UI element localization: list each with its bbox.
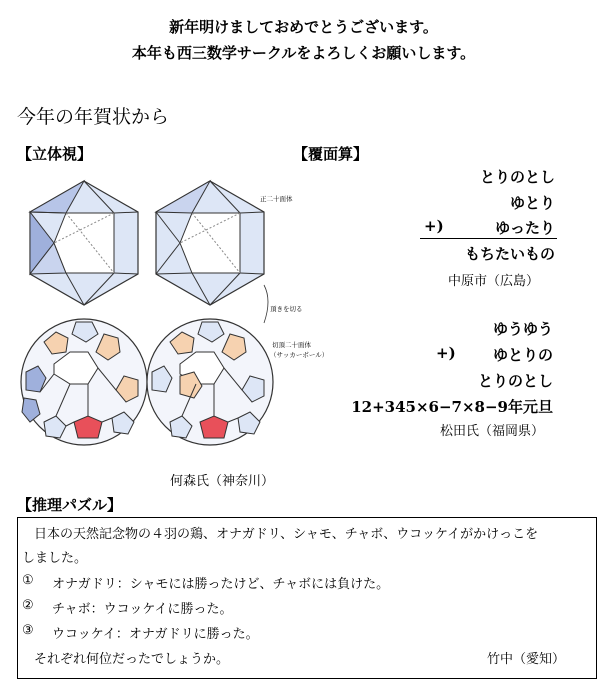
clue-2-number: ②	[22, 598, 34, 613]
cover2-credit: 松田氏（福岡県）	[440, 424, 545, 439]
puzzle-credit: 竹中（愛知）	[487, 652, 566, 667]
cover2-line2: ゆとりの	[492, 346, 553, 364]
soccer-ball-right	[147, 319, 273, 445]
cover1-line3: ゆったり	[495, 219, 555, 237]
cover2-line3: とりのとし	[477, 372, 553, 390]
greeting-line-1: 新年明けましておめでとうございます。	[169, 18, 438, 36]
puzzle-intro-1: 日本の天然記念物の４羽の鶏、オナガドリ、シャモ、チャボ、ウコッケイがかけっこを	[34, 527, 539, 542]
cover2-plus: +)	[436, 344, 456, 362]
greeting-line-2: 本年も西三数学サークルをよろしくお願いします。	[131, 44, 476, 62]
clue-3-text: ウコッケイ：オナガドリに勝った。	[52, 627, 259, 642]
label-cut: 頂きを切る	[270, 305, 303, 313]
cover-heading: 【覆面算】	[293, 145, 369, 163]
clue-3-number: ③	[22, 623, 34, 638]
cover1-line2: ゆとり	[509, 194, 555, 212]
puzzle-intro-2: しました。	[22, 551, 88, 566]
polyhedra-illustration	[14, 175, 329, 465]
cover1-line1: とりのとし	[479, 168, 555, 186]
arrow-icon	[264, 285, 268, 323]
soccer-ball-left	[21, 319, 147, 445]
label-truncated: 切頂二十面体	[272, 341, 311, 349]
clue-1-number: ①	[22, 573, 34, 588]
cover2-equation: 12+345×6−7×8−9年元旦	[351, 398, 553, 416]
cover1-credit: 中原市（広島）	[448, 274, 540, 289]
clue-2-text: チャボ：ウコッケイに勝った。	[52, 602, 233, 617]
solid-credit: 何森氏（神奈川）	[170, 474, 275, 489]
solid-heading: 【立体視】	[17, 145, 93, 163]
puzzle-question: それぞれ何位だったでしょうか。	[34, 652, 230, 667]
label-soccer: （サッカーボール）	[270, 351, 329, 359]
cover1-result: もちたいもの	[464, 245, 555, 263]
section-title: 今年の年賀状から	[17, 106, 170, 128]
cover1-sum-line	[420, 238, 557, 239]
cover2-line1: ゆうゆう	[492, 320, 553, 338]
puzzle-heading: 【推理パズル】	[17, 496, 123, 514]
icosahedron-right	[156, 181, 264, 305]
icosahedron-left	[30, 181, 138, 305]
clue-1-text: オナガドリ：シャモには勝ったけど、チャボには負けた。	[52, 577, 390, 592]
cover1-plus: +)	[424, 217, 444, 235]
label-icosahedron: 正二十面体	[260, 195, 293, 203]
